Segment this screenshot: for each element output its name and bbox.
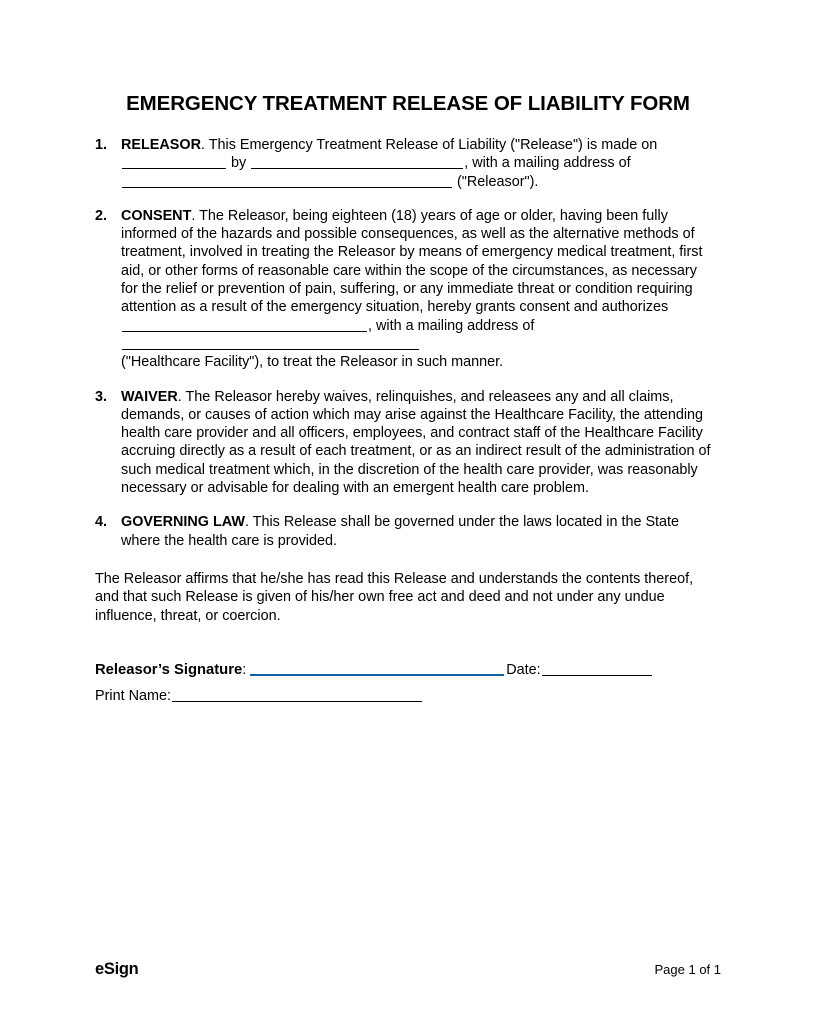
clause-body-2: by [227,155,251,172]
clause-heading: CONSENT [121,207,192,224]
clause-number: 1. [95,137,108,153]
print-name-input-line[interactable] [172,688,422,702]
clause-releasor [95,136,717,191]
signature-input-line[interactable] [250,661,504,676]
clause-consent [95,207,717,372]
page-number: Page 1 of 1 [654,962,721,977]
signature-colon: : [242,662,247,678]
clause-heading: WAIVER [121,388,178,405]
clause-body-3: ("Healthcare Facility"), to treat the Releasor in such manner. [121,354,504,371]
blank-facility-address-field[interactable] [122,336,419,350]
signature-row [95,658,720,682]
clause-text [121,388,717,498]
clause-heading: RELEASOR [121,137,201,153]
print-name-row [95,684,720,708]
blank-releasor-name-field[interactable] [251,155,463,169]
signature-label: Releasor’s Signature [95,662,243,678]
page-footer [95,960,721,979]
print-name-label: Print Name: [95,688,171,704]
clause-number: 4. [95,514,108,531]
document-body [95,136,717,625]
clause-body-1: . The Releasor hereby waives, relinquishes, and releasees any and all claims, demands, or causes of action which may arise against the Healthcare Facility, the attending health care provider and all officers, employees, and contract staff of the Healthcare Facility accruing directly as a result of each treatment, or as an indirect result of the administration of such medical treatment which, in the discretion of the health care provider, was reasonably necessary or advisable for dealing with an emergent health care problem. [121,388,711,497]
signature-block [95,658,720,708]
clause-number: 2. [95,207,108,224]
page-title: EMERGENCY TREATMENT RELEASE OF LIABILITY FORM [126,92,690,115]
clause-body-4: ("Releasor"). [453,173,539,190]
blank-date-field[interactable] [122,155,226,169]
clause-body-2: , with a mailing address of [368,317,535,334]
clause-text [121,207,717,372]
blank-healthcare-facility-field[interactable] [122,318,367,332]
clause-body-3: , with a mailing address of [464,155,631,172]
clause-number: 3. [95,388,108,405]
clause-text [121,513,717,550]
brand-logo: eSign [95,960,139,978]
clause-text [121,136,717,191]
clause-waiver [95,388,717,498]
clause-body-1: . This Release shall be governed under the laws located in the State where the health care is provided. [121,514,680,549]
clause-body-1: . The Releasor, being eighteen (18) years of age or older, having been fully informed of the hazards and possible consequences, as well as the alternative methods of treatment, involved in treating the Releasor by means of emergency medical treatment, first aid, or other forms of reasonable care within the scope of the circumstances, as necessary for the relief or prevention of pain, suffering, or any immediate threat or condition requiring attention as a result of the emergency situation, hereby grants consent and authorizes [121,207,703,316]
affirmation-paragraph: The Releasor affirms that he/she has read this Release and understands the contents thereof, and that such Release is given of his/her own free act and deed and not under any undue influence, threat, or coercion. [95,570,694,624]
date-input-line[interactable] [542,662,652,676]
blank-releasor-address-field[interactable] [122,174,452,188]
clause-heading: GOVERNING LAW [121,514,245,531]
date-label: Date: [506,662,541,678]
clause-body-1: . This Emergency Treatment Release of Liability ("Release") is made on [200,137,658,153]
clause-governing-law [95,513,717,550]
